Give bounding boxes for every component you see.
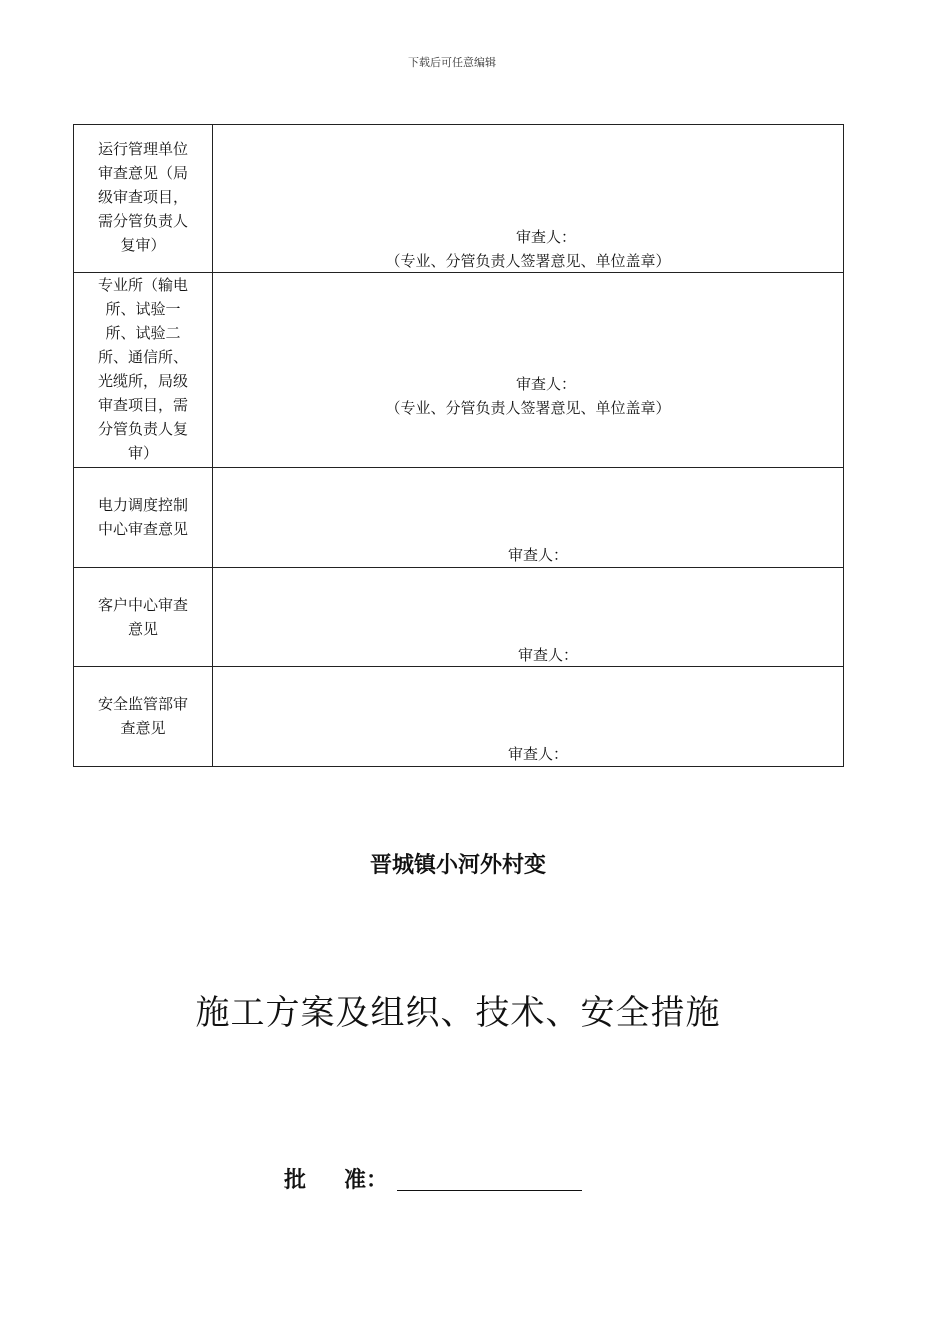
row-label: 电力调度控制中心审查意见 [97,496,188,538]
table-row [74,568,844,667]
reviewer-label: 审查人： [507,745,568,763]
row-label: 专业所（输电所、试验一所、试验二所、通信所、光缆所，局级审查项目，需分管负责人复审） [97,276,188,462]
row-label-cell [74,125,213,273]
table-row [74,468,844,568]
approval-row [284,1163,388,1194]
document-subtitle: 晋城镇小河外村变 [369,853,546,878]
opinion-cell[interactable] [213,273,844,468]
table-row [74,125,844,273]
reviewer-label: 审查人： [515,228,576,246]
review-table [73,124,844,767]
signature-note: （专业、分管负责人签署意见、单位盖章） [385,399,671,417]
header-note: 下载后可任意编辑 [408,56,496,69]
reviewer-label: 审查人： [507,546,568,564]
opinion-cell[interactable] [213,667,844,767]
reviewer-block [213,372,843,420]
row-label-cell [74,273,213,468]
table-row [74,273,844,468]
reviewer-label: 审查人： [517,646,578,664]
document-title: 施工方案及组织、技术、安全措施 [195,993,721,1033]
approve-label-first: 批 [284,1168,307,1193]
row-label: 客户中心审查意见 [97,596,188,638]
signature-note: （专业、分管负责人签署意见、单位盖章） [385,252,671,270]
reviewer-label: 审查人： [515,375,576,393]
row-label: 运行管理单位审查意见（局级审查项目，需分管负责人复审） [97,140,188,254]
reviewer-block [213,225,843,273]
opinion-cell[interactable] [213,468,844,568]
opinion-cell[interactable] [213,568,844,667]
opinion-cell[interactable] [213,125,844,273]
row-label-cell [74,468,213,568]
approval-signature-line[interactable] [397,1190,582,1191]
approve-label-second: 准： [344,1168,389,1193]
row-label-cell [74,568,213,667]
row-label-cell [74,667,213,767]
table-row [74,667,844,767]
row-label: 安全监管部审查意见 [97,695,188,737]
